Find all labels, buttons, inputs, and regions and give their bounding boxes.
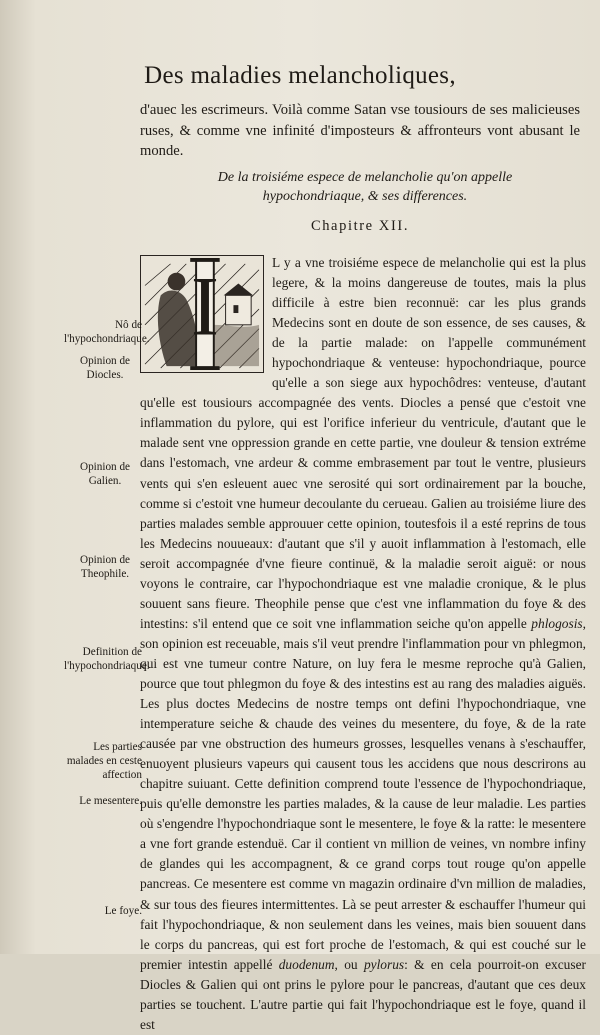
margin-note: Definition de l'hypochondriaque. <box>64 646 150 672</box>
chapter-body <box>140 253 586 1035</box>
running-head: Des maladies melancholiques, <box>144 62 456 89</box>
intro-paragraph: d'auec les escrimeurs. Voilà comme Satan vse tousiours de ses malicieuses ruses, & comme vne infinité d'imposteurs & affronteurs vont abusant le monde. <box>140 102 580 159</box>
text-run: L y a vne troisiéme espece de melancholie qui est la plus legere, & la moins dangereuse de toutes, mais la plus difficile à estre bien reconnuë: car les plus grands Medecins sont en doute de son essence, de ses causes, & de la partie malade: on l'appelle communément hypochondriaque & venteuse: hypochondriaque, pource qu'elle a son siege aux hypochôdres: venteuse, d'autant qu'elle est tousiours accompagnée des vents. Diocles a pensé que c'estoit vne inflammation du pylore, qui est l'orifice inferieur du ventricule, d'autant que le malade sent vne oppression grande en cette partie, vne douleur & tension extréme dans l'estomach, vne ardeur & comme embrasement par tout le ventre, plusieurs vents qui s'en esleuent auec vne serosité qui sort ordinairement par la bouche, comme si c'estoit vne humeur decoulante du cerueau. Galien au troisiéme liure des parties malades semble approuuer cette opinion, toutesfois il a esté reprins de tous les Medecins nouueaux: d'autant que s'il y auoit inflammation à l'estomach, elle seroit accompagnée d'vne fieure continuë, & la maladie seroit aiguë: or nous voyons le contraire, car l'hypochondriaque est vne maladie cronique, & le plus souuent sans fieure. Theophile pense que c'est vne inflammation du foye & des intestins: s'il entend que ce soit vne inflammation seiche qu'on appelle <box>140 255 586 631</box>
section-title: De la troisiéme espece de melancholie qu'on appelle hypochondriaque, & ses differences. <box>217 170 513 204</box>
text-run: : & en cela pourroit-on excuser Diocles & Galien qui ont prins le pylore pour le pancreas, d'autant que ces deux parties se touchent. L'autre partie qui fait l'hypochondriaque est le foye, quand il est <box>140 956 586 1032</box>
margin-note: Le mesentere. <box>79 795 142 807</box>
margin-note: Opinion de Galien. <box>79 461 131 487</box>
decorated-initial-letter-image <box>140 255 264 373</box>
initial-letter: I <box>190 260 220 354</box>
term-phlogosis: phlogosis <box>531 615 583 631</box>
margin-note: Le foye. <box>104 905 142 917</box>
margin-note: Opinion de Theophile. <box>79 554 131 580</box>
term-pylorus: pylorus <box>363 956 405 972</box>
woodcut-initial-icon <box>141 256 263 372</box>
margin-note: Les parties malades en ceste affection <box>66 741 142 781</box>
term-duodenum: duodenum <box>278 956 335 972</box>
margin-note: Nô de l'hypochondriaque. <box>64 319 150 345</box>
margin-note: Opinion de Diocles. <box>79 355 131 381</box>
text-run: , ou <box>334 956 364 972</box>
chapter-heading: Chapitre XII. <box>310 218 410 234</box>
text-run: , son opinion est receuable, mais s'il veut prendre l'inflammation pour vn phlegmon, qui est vne tumeur contre Nature, on luy fera le mesme reproche qu'à Galien, pource que tout phlegmon du foye & des intestins est au rang des maladies aiguës. Les plus doctes Medecins de nostre temps ont defini l'hypochondriaque, vne intemperature seiche & chaude des veines du mesentere, du foye, & de la rate causée par vne obstruction des humeurs grosses, lesquelles venans à s'eschauffer, enuoyent plusieurs vapeurs qui causent tous les accidens que nous descrirons au chapitre suiuant. Cette definition comprend toute l'essence de l'hypochondriaque, puis qu'elle demonstre les parties malades, & la cause de leur maladie. Les parties où s'engendre l'hypochondriaque sont le mesentere, le foye & la ratte: le mesentere a vne fort grande estenduë. Car il contient vn million de veines, vn nombre infiny de glandes qui les accompagnent, & ce grand corps tout rouge qu'on appelle pancreas. Ce mesentere est comme vn magazin ordinaire d'vn million de maladies, & sur tous des fieures intermittentes. Là se peut arrester & eschauffer l'humeur qui fait l'hypochondriaque, & non seulement dans les veines, mais bien souuent dans le corps du pancreas, qui est fort proche de l'estomach, & qui est couché sur le premier intestin appellé <box>140 615 586 972</box>
